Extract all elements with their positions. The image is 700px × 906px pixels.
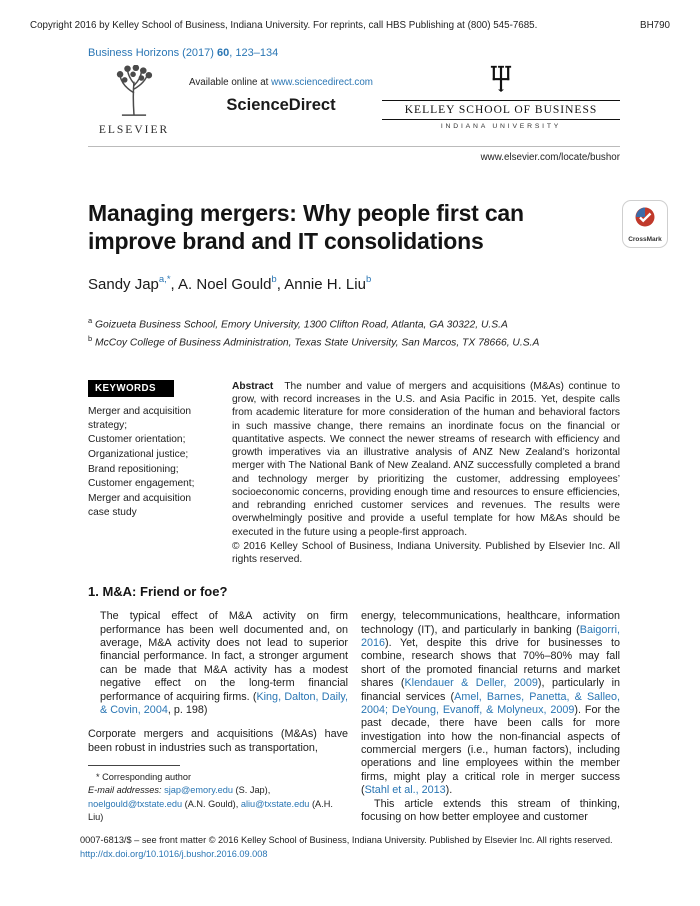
sciencedirect-block [180, 65, 382, 115]
keyword-item: Customer orientation; [88, 434, 186, 446]
content [0, 47, 700, 824]
text-segment: (S. Jap), [233, 785, 271, 796]
text-segment: (A.N. Gould), [182, 798, 241, 809]
elsevier-logo-block [88, 65, 180, 136]
affiliation-superscript: a [88, 316, 93, 326]
abstract-copyright: © 2016 Kelley School of Business, Indiana University. Published by Elsevier Inc. All rights reserved. [232, 540, 620, 566]
copyright-line: Copyright 2016 by Kelley School of Business, Indiana University. For reprints, call HBS Publishing at (800) 545-7685. [30, 20, 538, 31]
text-segment: (A.H. Liu) [88, 798, 333, 822]
abstract-label: Abstract [232, 380, 274, 392]
inline-link[interactable]: King, Dalton, Daily, & Covin, 2004 [100, 690, 348, 716]
journal-citation[interactable] [88, 47, 620, 59]
journal-pages: , 123–134 [229, 47, 279, 59]
sciencedirect-wordmark: ScienceDirect [226, 96, 336, 114]
page-footer [80, 833, 672, 862]
inline-link[interactable]: noelgould@txstate.edu [88, 798, 183, 809]
footnote-divider [88, 765, 180, 766]
author-superscript: a,* [158, 274, 171, 286]
available-online-label: Available online at [189, 77, 272, 88]
email-addresses-line [88, 784, 348, 824]
abstract-paragraph [232, 380, 620, 539]
author-superscript: b [271, 274, 277, 286]
inline-link[interactable]: Stahl et al., 2013 [364, 784, 446, 797]
inline-link[interactable]: Baigorri, 2016 [361, 623, 620, 650]
keyword-item: Customer engagement; [88, 478, 195, 490]
affiliation-text: McCoy College of Business Administration, Texas State University, San Marcos, TX 78666, U.S.A [92, 337, 540, 349]
indiana-university-label: INDIANA UNIVERSITY [440, 123, 562, 130]
author [88, 276, 178, 293]
inline-link[interactable]: Klendauer & Deller, 2009 [404, 677, 538, 690]
inline-link[interactable]: sjap@emory.edu [164, 785, 233, 796]
iu-trident-icon [489, 65, 513, 92]
keywords-panel [88, 380, 214, 567]
doi-link[interactable]: http://dx.doi.org/10.1016/j.bushor.2016.09.008 [80, 849, 268, 860]
keyword-item: Organizational justice; [88, 448, 189, 460]
journal-volume: 60 [217, 47, 230, 59]
author-superscript: b [365, 274, 372, 286]
text-segment: ), particularly in financial services ( [361, 677, 621, 703]
abstract [232, 380, 620, 567]
body-column-left [88, 610, 348, 824]
inline-link[interactable]: Amel, Barnes, Panetta, & Salleo, 2004; DeYoung, Evanoff, & Molyneux, 2009 [361, 690, 620, 716]
kelley-wordmark: KELLEY SCHOOL OF BUSINESS [382, 100, 620, 120]
elsevier-wordmark: ELSEVIER [98, 124, 170, 136]
text-segment: energy, telecommunications, healthcare, information technology (IT), and particularly in banking ( [361, 610, 620, 636]
corresponding-author-note: * Corresponding author [96, 771, 191, 782]
author-name: Annie H. Liu [284, 276, 366, 294]
keywords-heading: KEYWORDS [88, 380, 174, 397]
text-segment: , p. 198) [167, 703, 208, 716]
elsevier-tree-icon [110, 65, 158, 117]
author-separator: , [170, 276, 179, 294]
body-column-right [361, 610, 620, 824]
sciencedirect-link[interactable]: www.sciencedirect.com [271, 77, 373, 88]
body-paragraph: Corporate mergers and acquisitions (M&As) have been robust in industries such as transportation, [88, 728, 348, 754]
crossmark-badge[interactable] [622, 200, 668, 248]
author-name: Sandy Jap [88, 276, 159, 294]
author-separator: , [276, 276, 285, 294]
footnote [88, 759, 348, 824]
journal-header [88, 65, 620, 136]
masthead [0, 0, 700, 31]
author-line [88, 275, 620, 293]
affiliation-superscript: b [88, 334, 93, 344]
body-columns [88, 610, 620, 824]
crossmark-icon [634, 206, 656, 228]
inline-link[interactable]: aliu@txstate.edu [240, 798, 310, 809]
affiliation [88, 315, 620, 333]
affiliation [88, 333, 620, 351]
text-segment: ). [445, 784, 453, 797]
affiliations [88, 315, 620, 352]
frontmatter-line: 0007-6813/$ – see front matter © 2016 Kelley School of Business, Indiana University. Published by Elsevier Inc. All rights reserved. [80, 834, 613, 845]
author [284, 276, 371, 293]
keywords-abstract-row [88, 380, 620, 567]
section-heading: 1. M&A: Friend or foe? [88, 584, 228, 600]
text-segment: ). Yet, despite this drive for businesses to combine, research shows that 70%–80% may fall short of the promoted financial returns and market shares ( [361, 637, 620, 690]
journal-citation-prefix: Business Horizons (2017) [88, 47, 218, 59]
keyword-item: Merger and acquisition strategy; [88, 405, 192, 431]
document-code: BH790 [640, 20, 670, 31]
journal-homepage-link[interactable]: www.elsevier.com/locate/bushor [480, 152, 620, 163]
text-segment: ). For the past decade, there have been calls for more investigation into how the non-financial aspects of commercial mergers (i.e., human factors), including operations and line employees within the member firms, might play a critical role in merger success ( [361, 703, 620, 797]
author [178, 276, 284, 293]
author-name: A. Noel Gould [178, 276, 272, 294]
affiliation-text: Goizueta Business School, Emory University, 1300 Clifton Road, Atlanta, GA 30322, U.S.A [92, 319, 508, 331]
text-segment: The typical effect of M&A activity on firm performance has been well documented and, on average, M&A activity does not lead to superior financial performance. In fact, a stronger argument can be made that M&A activity has a modest negative effect on the long-term financial performance of acquiring firms. ( [100, 610, 348, 703]
email-addresses-label: E-mail addresses: [88, 785, 162, 796]
article-title: Managing mergers: Why people first can improve brand and IT consolidations [88, 200, 524, 255]
keyword-item: Merger and acquisition case study [88, 493, 192, 518]
body-paragraph [361, 610, 620, 797]
keyword-item: Brand repositioning; [88, 463, 179, 475]
crossmark-label: CrossMark [628, 236, 662, 243]
header-divider [88, 146, 620, 147]
body-paragraph: This article extends this stream of thinking, focusing on how better employee and customer [361, 797, 620, 823]
quote-paragraph [88, 610, 348, 717]
kelley-logo-block [382, 65, 620, 130]
abstract-text: The number and value of mergers and acquisitions (M&As) continue to grow, with record increases in the U.S. and Asia Pacific in 2015. Yet, despite calls from academic literature for more consideration of the human and behavioral factors in such massive change, there remains an inordinate focus on the financial or quantitative aspects. We connect the newer streams of research with efficiency and growth imperatives via an illustrative analysis of ANZ New Zealand’s horizontal merger with The National Bank of New Zealand. ANZ successfully completed a brand and technology merger by prioritizing the customer, addressing employees’ socioeconomic concerns, providing enough time and resources to ensure efficiencies, and rebranding enriched customer services and revenues. The results were overwhelmingly positive and provide a useful template for how M&As should be executed in the future using a people-first approach. [232, 380, 620, 538]
